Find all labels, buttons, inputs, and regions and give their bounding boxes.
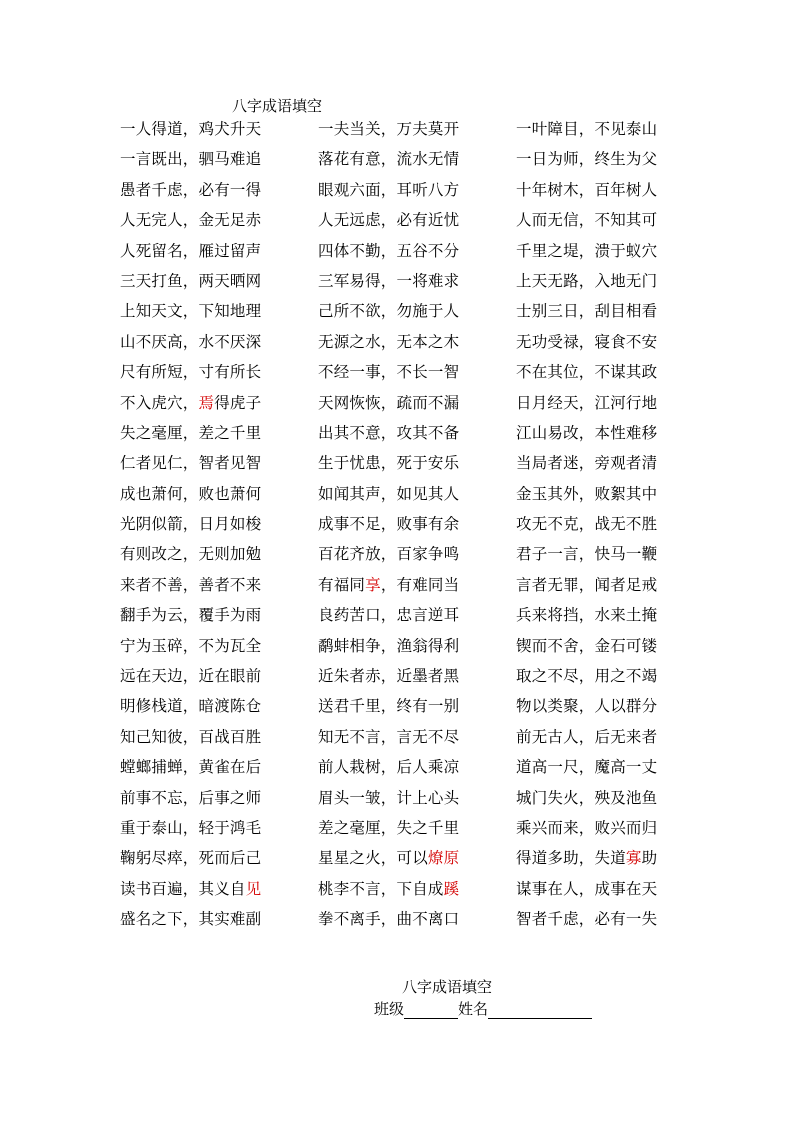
idiom-cell: 一人得道，鸡犬升天 xyxy=(120,120,262,138)
idiom-cell: 言者无罪，闻者足戒 xyxy=(516,575,658,594)
idiom-cell: 有则改之，无则加勉 xyxy=(120,545,262,564)
highlighted-char: 见 xyxy=(245,879,262,898)
idiom-cell: 一言既出，驷马难追 xyxy=(120,150,262,169)
idiom-grid xyxy=(120,118,676,939)
idiom-cell: 乘兴而来，败兴而归 xyxy=(516,818,658,837)
idiom-cell: 百花齐放，百家争鸣 xyxy=(318,545,460,564)
idiom-cell: 知己知彼，百战百胜 xyxy=(120,727,262,746)
idiom-cell: 翻手为云，覆手为雨 xyxy=(120,606,262,625)
idiom-cell: 三军易得，一将难求 xyxy=(318,271,460,290)
idiom-cell: 山不厌高，水不厌深 xyxy=(120,332,262,351)
idiom-cell: 君子一言，快马一鞭 xyxy=(516,545,658,564)
idiom-cell: 重于泰山，轻于鸿毛 xyxy=(120,818,262,837)
idiom-cell: 城门失火，殃及池鱼 xyxy=(516,788,658,807)
idiom-cell: 谋事在人，成事在天 xyxy=(516,879,658,898)
idiom-cell: 眼观六面，耳听八方 xyxy=(318,180,460,199)
idiom-cell: 来者不善，善者不来 xyxy=(120,575,262,594)
idiom-cell: 日月经天，江河行地 xyxy=(516,393,658,412)
idiom-cell: 鞠躬尽瘁，死而后己 xyxy=(120,849,262,868)
idiom-cell: 攻无不克，战无不胜 xyxy=(516,515,658,534)
idiom-cell: 物以类聚，人以群分 xyxy=(516,697,658,716)
name-blank[interactable] xyxy=(488,1002,592,1019)
idiom-cell: 尺有所短，寸有所长 xyxy=(120,363,262,382)
idiom-cell: 送君千里，终有一别 xyxy=(318,697,460,716)
idiom-cell: 不在其位，不谋其政 xyxy=(516,363,658,382)
idiom-cell: 当局者迷，旁观者清 xyxy=(516,454,658,473)
highlighted-char: 寡 xyxy=(625,849,642,868)
highlighted-char: 燎原 xyxy=(427,849,460,868)
idiom-cell: 千里之堤，溃于蚁穴 xyxy=(516,241,658,260)
idiom-cell: 智者千虑，必有一失 xyxy=(516,910,658,929)
idiom-cell: 人无完人，金无足赤 xyxy=(120,211,262,230)
idiom-cell: 金玉其外，败絮其中 xyxy=(516,484,658,503)
idiom-cell: 鹬蚌相争，渔翁得利 xyxy=(318,636,460,655)
idiom-cell: 成也萧何，败也萧何 xyxy=(120,484,262,503)
footer-title: 八字成语填空 xyxy=(402,978,493,996)
idiom-cell: 差之毫厘，失之千里 xyxy=(318,818,460,837)
idiom-cell: 眉头一皱，计上心头 xyxy=(318,788,460,807)
idiom-cell: 近朱者赤，近墨者黑 xyxy=(318,667,460,686)
idiom-cell: 人死留名，雁过留声 xyxy=(120,241,262,260)
idiom-cell: 道高一尺，魔高一丈 xyxy=(516,758,658,777)
idiom-cell: 明修栈道，暗渡陈仓 xyxy=(120,697,262,716)
idiom-cell: 无功受禄，寝食不安 xyxy=(516,332,658,351)
idiom-cell: 三天打鱼，两天晒网 xyxy=(120,271,262,290)
idiom-cell: 落花有意，流水无情 xyxy=(318,150,460,169)
idiom-cell: 盛名之下，其实难副 xyxy=(120,910,262,929)
idiom-cell: 远在天边，近在眼前 xyxy=(120,667,262,686)
idiom-cell: 四体不勤，五谷不分 xyxy=(318,241,460,260)
idiom-cell: 前人栽树，后人乘凉 xyxy=(318,758,460,777)
idiom-cell: 宁为玉碎，不为瓦全 xyxy=(120,636,262,655)
idiom-cell: 一日为师，终生为父 xyxy=(516,150,658,169)
idiom-cell: 光阴似箭，日月如梭 xyxy=(120,515,262,534)
highlighted-char: 享 xyxy=(365,575,381,594)
idiom-cell: 无源之水，无本之木 xyxy=(318,332,460,351)
idiom-cell: 前事不忘，后事之师 xyxy=(120,788,262,807)
idiom-cell: 取之不尽，用之不竭 xyxy=(516,667,658,686)
idiom-cell: 桃李不言，下自成蹊 xyxy=(318,879,460,898)
idiom-cell: 知无不言，言无不尽 xyxy=(318,727,460,746)
idiom-cell: 前无古人，后无来者 xyxy=(516,727,658,746)
page-title: 八字成语填空 xyxy=(232,97,323,115)
class-blank[interactable] xyxy=(404,1002,458,1019)
idiom-cell: 读书百遍，其义自见 xyxy=(120,879,262,898)
idiom-cell: 有福同享，有难同当 xyxy=(318,575,460,594)
idiom-cell: 得道多助，失道寡助 xyxy=(516,849,658,868)
idiom-cell: 己所不欲，勿施于人 xyxy=(318,302,460,321)
name-label: 姓名 xyxy=(458,1000,489,1018)
class-label: 班级 xyxy=(374,1000,405,1018)
idiom-cell: 锲而不舍，金石可镂 xyxy=(516,636,658,655)
highlighted-char: 焉 xyxy=(198,393,215,412)
footer-fields xyxy=(374,998,592,1019)
idiom-cell: 不入虎穴，焉得虎子 xyxy=(120,393,262,412)
idiom-cell: 如闻其声，如见其人 xyxy=(318,484,460,503)
idiom-cell: 星星之火，可以燎原 xyxy=(318,849,460,868)
idiom-cell: 良药苦口，忠言逆耳 xyxy=(318,606,460,625)
idiom-cell: 螳螂捕蝉，黄雀在后 xyxy=(120,758,262,777)
highlighted-char: 蹊 xyxy=(443,879,460,898)
idiom-cell: 仁者见仁，智者见智 xyxy=(120,454,262,473)
idiom-cell: 拳不离手，曲不离口 xyxy=(318,910,460,929)
idiom-cell: 出其不意，攻其不备 xyxy=(318,423,460,442)
idiom-cell: 不经一事，不长一智 xyxy=(318,363,460,382)
idiom-cell: 生于忧患，死于安乐 xyxy=(318,454,460,473)
idiom-cell: 兵来将挡，水来土掩 xyxy=(516,606,658,625)
idiom-cell: 上天无路，入地无门 xyxy=(516,271,658,290)
idiom-cell: 十年树木，百年树人 xyxy=(516,180,658,199)
idiom-cell: 江山易改，本性难移 xyxy=(516,423,658,442)
idiom-cell: 失之毫厘，差之千里 xyxy=(120,423,262,442)
idiom-cell: 一叶障目，不见泰山 xyxy=(516,120,658,138)
idiom-cell: 士别三日，刮目相看 xyxy=(516,302,658,321)
idiom-cell: 成事不足，败事有余 xyxy=(318,515,460,534)
idiom-cell: 人而无信，不知其可 xyxy=(516,211,658,230)
idiom-cell: 上知天文，下知地理 xyxy=(120,302,262,321)
idiom-cell: 天网恢恢，疏而不漏 xyxy=(318,393,460,412)
idiom-cell: 人无远虑，必有近忧 xyxy=(318,211,460,230)
idiom-cell: 一夫当关，万夫莫开 xyxy=(318,120,460,138)
idiom-cell: 愚者千虑，必有一得 xyxy=(120,180,262,199)
